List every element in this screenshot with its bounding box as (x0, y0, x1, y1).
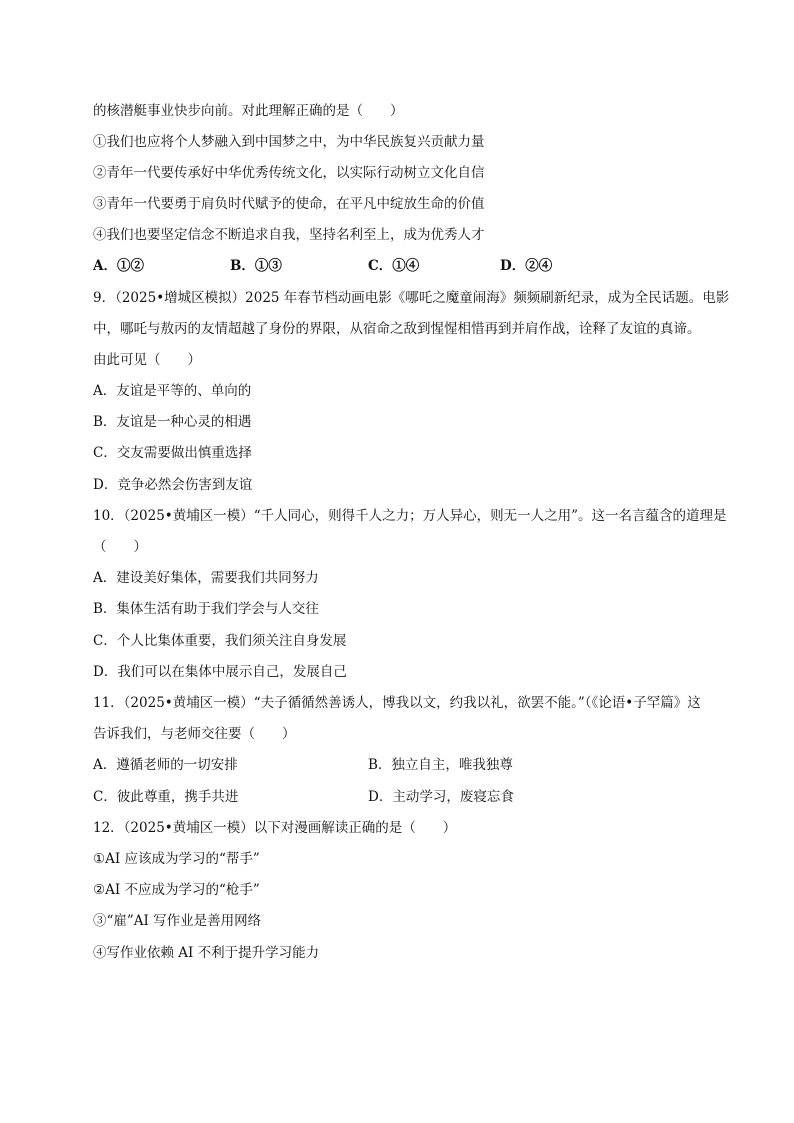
q11-stem-line-2: 告诉我们，与老师交往要（ ） (93, 726, 296, 742)
q8-option-a: A．①② (93, 258, 144, 274)
q10-stem-line-2: （ ） (93, 539, 147, 555)
q8-option-d: D．②④ (500, 258, 553, 274)
q10-stem-line-1: 10．（2025•黄埔区一模）“千人同心，则得千人之力；万人异心，则无一人之用”。这一名言蕴含的道理是 (93, 508, 727, 524)
q12-statement-4: ④写作业依赖 AI 不利于提升学习能力 (93, 945, 320, 961)
q8-statement-3: ③青年一代要勇于肩负时代赋予的使命，在平凡中绽放生命的价值 (93, 196, 485, 212)
q8-statement-2: ②青年一代要传承好中华优秀传统文化，以实际行动树立文化自信 (93, 165, 485, 181)
q10-option-a: A．建设美好集体，需要我们共同努力 (93, 570, 319, 586)
q9-option-c: C．交友需要做出慎重选择 (93, 445, 252, 461)
q8-stem-tail: 的核潜艇事业快步向前。对此理解正确的是（ ） (93, 103, 404, 119)
q8-option-c: C．①④ (368, 258, 420, 274)
q10-option-b: B．集体生活有助于我们学会与人交往 (93, 601, 319, 617)
q10-option-c: C．个人比集体重要，我们须关注自身发展 (93, 633, 347, 649)
q12-statement-2: ②AI 不应成为学习的“枪手” (93, 882, 260, 898)
q12-statement-1: ①AI 应该成为学习的“帮手” (93, 851, 260, 867)
q10-option-d: D．我们可以在集体中展示自己，发展自己 (93, 664, 347, 680)
q12-statement-3: ③“雇”AI 写作业是善用网络 (93, 913, 262, 929)
q11-option-d: D．主动学习，废寝忘食 (368, 789, 514, 805)
q9-option-a: A．友谊是平等的、单向的 (93, 383, 252, 399)
q8-option-b: B．①③ (230, 258, 282, 274)
q9-option-d: D．竞争必然会伤害到友谊 (93, 477, 253, 493)
q9-option-b: B．友谊是一种心灵的相遇 (93, 414, 252, 430)
q11-option-b: B．独立自主，唯我独尊 (368, 757, 513, 773)
q9-stem-line-1: 9．（2025•增城区模拟）2025 年春节档动画电影《哪吒之魔童闹海》频频刷新纪录，成为全民话题。电影 (93, 290, 730, 306)
q12-stem: 12．（2025•黄埔区一模）以下对漫画解读正确的是（ ） (93, 820, 457, 836)
q9-stem-line-3: 由此可见（ ） (93, 352, 201, 368)
q11-stem-line-1: 11．（2025•黄埔区一模）“夫子循循然善诱人，博我以文，约我以礼，欲罢不能。”（《论语•子罕篇》这 (93, 695, 701, 711)
q8-statement-1: ①我们也应将个人梦融入到中国梦之中，为中华民族复兴贡献力量 (93, 134, 485, 150)
q11-option-a: A．遵循老师的一切安排 (93, 757, 238, 773)
q8-statement-4: ④我们也要坚定信念不断追求自我，坚持名利至上，成为优秀人才 (93, 227, 485, 243)
q9-stem-line-2: 中，哪吒与敖丙的友情超越了身份的界限，从宿命之敌到惺惺相惜再到并肩作战，诠释了友谊的真谛。 (93, 321, 701, 337)
q11-option-c: C．彼此尊重，携手共进 (93, 789, 239, 805)
